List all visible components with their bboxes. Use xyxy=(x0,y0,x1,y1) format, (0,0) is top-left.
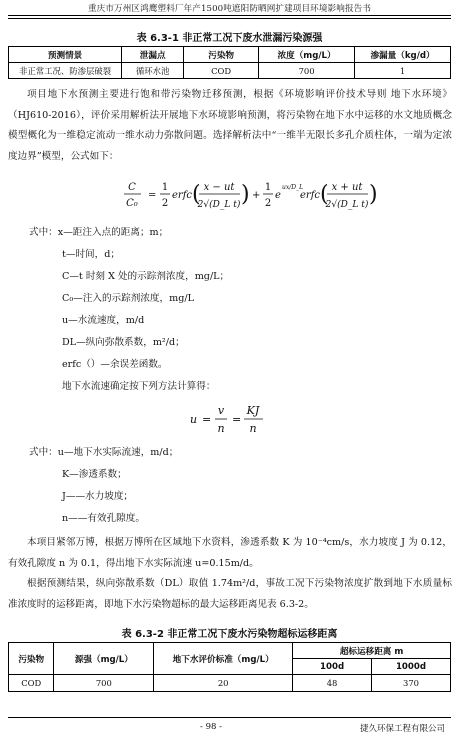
table2-subheader: 1000d xyxy=(371,659,450,675)
def-line: t—时间，d； xyxy=(62,249,120,260)
formula-exp-base: e xyxy=(275,190,281,201)
formula-arg1-den: 2√(D_L t) xyxy=(197,200,241,210)
where2-line: 式中：u—地下水实际流速，m/d； xyxy=(29,447,179,458)
where-line: 式中：x—距注入点的距离；m； xyxy=(29,227,169,238)
table1-cell: 700 xyxy=(259,63,355,79)
table2-cell: 700 xyxy=(54,675,154,692)
svg-text:(: ( xyxy=(192,182,201,207)
table1-caption: 表 6.3-1 非正常工况下废水泄漏污染源强 xyxy=(136,33,323,44)
def-line: erfc（）—余误差函数。 xyxy=(62,359,168,370)
table2-cell: 48 xyxy=(293,675,372,692)
table2 xyxy=(8,642,451,692)
formula-erfc: erfc xyxy=(172,190,192,201)
formula-half-den: 2 xyxy=(161,198,169,209)
page-number: - 98 - xyxy=(200,722,222,732)
table1-header: 污染物 xyxy=(184,47,259,63)
table2-header: 源强（mg/L） xyxy=(54,643,154,675)
formula2-kj-den: n xyxy=(249,422,257,435)
def-line: DL—纵向弥散系数，m²/d； xyxy=(62,337,185,348)
formula2-lhs: u xyxy=(190,413,198,426)
formula-erfc-2: erfc xyxy=(300,190,320,201)
formula-arg2-num: x + ut xyxy=(331,182,363,193)
def-line: C—t 时刻 X 处的示踪剂浓度，mg/L； xyxy=(62,271,230,282)
table1-header: 预测情景 xyxy=(9,47,122,63)
formula-exp-sup: ux/D_L xyxy=(282,184,304,191)
formula2-v-num: v xyxy=(217,404,225,417)
svg-text:): ) xyxy=(369,182,378,207)
def-line: C₀—注入的示踪剂浓度，mg/L xyxy=(62,293,194,304)
table1-cell: 非正常工况、防渗层破裂 xyxy=(9,63,122,79)
def2-line: n——有效孔隙度。 xyxy=(62,513,145,524)
def-line: 地下水流速确定按下列方法计算得： xyxy=(62,381,216,392)
formula-eq: = xyxy=(148,190,157,201)
table2-caption: 表 6.3-2 非正常工况下废水污染物超标运移距离 xyxy=(121,629,338,640)
formula-arg1-num: x − ut xyxy=(203,182,235,193)
table1-cell: 循环水池 xyxy=(122,63,184,79)
def2-line: K—渗透系数； xyxy=(62,469,127,480)
table2-subheader: 100d xyxy=(293,659,372,675)
table1-header: 渗漏量（kg/d） xyxy=(355,47,451,63)
formula-half-den-2: 2 xyxy=(264,198,272,209)
table1-header: 浓度（mg/L） xyxy=(259,47,355,63)
formula-lhs-den: C₀ xyxy=(126,198,138,209)
page-header: 重庆市万州区鸿鹰塑料厂年产1500吨遮阳防晒网扩建项目环境影响报告书 xyxy=(87,4,372,14)
table1-cell: COD xyxy=(184,63,259,79)
footer-company: 捷久环保工程有限公司 xyxy=(359,724,445,734)
table2-cell: 370 xyxy=(371,675,450,692)
intro-paragraph: 项目地下水预测主要进行饱和带污染物迁移预测，根据《环境影响评价技术导则 地下水环境》（HJ610-2016），评价采用解析法开展地下水环境影响预测，将污染物在地下水中运移的水文地质概念模型概化为一维稳定流动一维水动力弥散问题。选择解析法中“一维半无限长多孔介质柱体，一端为定浓度边界”模型，公式如下： xyxy=(8,89,452,162)
formula-lhs-num: C xyxy=(128,182,136,193)
table2-cell: COD xyxy=(9,675,54,692)
footer-rule xyxy=(8,717,451,718)
dispersion-formula xyxy=(110,176,410,216)
header-rule-thin xyxy=(8,18,451,19)
table1-cell: 1 xyxy=(355,63,451,79)
formula-plus: + xyxy=(252,190,261,201)
paragraph-3: 根据预测结果，纵向弥散系数（DL）取值 1.74m²/d，事故工况下污染物浓度扩散到地下水质量标准浓度时的运移距离，即地下水污染物超标的最大运移距离见表 6.3-2。 xyxy=(8,578,452,610)
table2-header: 超标运移距离 m xyxy=(293,643,451,659)
velocity-formula xyxy=(188,400,278,440)
table1 xyxy=(8,46,451,79)
table2-header: 地下水评价标准（mg/L） xyxy=(154,643,293,675)
table1-header: 泄漏点 xyxy=(122,47,184,63)
svg-text:): ) xyxy=(241,182,250,207)
formula-half-num-2: 1 xyxy=(264,182,272,193)
formula-half-num: 1 xyxy=(161,182,169,193)
table2-header: 污染物 xyxy=(9,643,54,675)
def2-line: J——水力坡度； xyxy=(62,491,134,502)
svg-text:=: = xyxy=(232,413,242,426)
svg-text:=: = xyxy=(202,413,212,426)
formula2-kj-num: KJ xyxy=(246,404,260,417)
svg-text:(: ( xyxy=(320,182,329,207)
formula2-v-den: n xyxy=(217,422,225,435)
header-rule xyxy=(8,15,451,16)
table2-cell: 20 xyxy=(154,675,293,692)
formula-arg2-den: 2√(D_L t) xyxy=(325,200,369,210)
paragraph-2: 本项目紧邻万博，根据万博所在区域地下水资料，渗透系数 K 为 10⁻⁴cm/s，水力坡度 J 为 0.12，有效孔隙度 n 为 0.1，得出地下水实际流速 u=0.15m/d。 xyxy=(8,537,452,569)
def-line: u—水流速度，m/d xyxy=(62,315,145,326)
